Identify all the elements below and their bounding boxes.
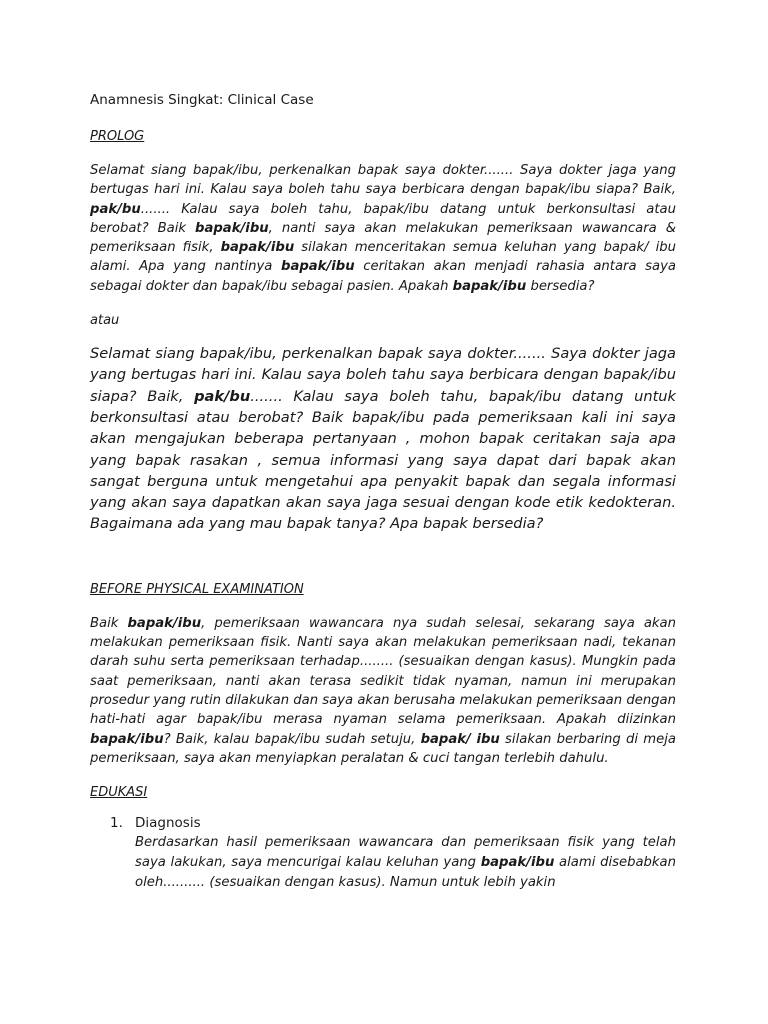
list-item-title: Diagnosis bbox=[135, 815, 201, 832]
list-item-number: 1. bbox=[110, 815, 123, 832]
prolog-paragraph-2: Selamat siang bapak/ibu, perkenalkan bapak saya dokter....... Saya dokter jaga yang bertugas hari ini. Kalau saya boleh tahu saya berbicara dengan bapak/ibu siapa? Baik, pak/bu....... Kalau saya boleh tahu, bapak/ibu datang untuk berkonsultasi atau berobat? Baik bapak/ibu pada pemeriksaan kali ini saya akan mengajukan beberapa pertanyaan , mohon bapak ceritakan saja apa yang bapak rasakan , semua informasi yang saya dapat dari bapak akan sangat berguna untuk mengetahui apa penyakit bapak dan segala informasi yang akan saya dapatkan akan saya jaga sesuai dengan kode etik kedokteran. Bagaimana ada yang mau bapak tanya? Apa bapak bersedia? bbox=[90, 345, 676, 533]
document-page bbox=[90, 92, 676, 893]
atau-label: atau bbox=[90, 313, 120, 329]
edukasi-heading: EDUKASI bbox=[90, 785, 148, 801]
prolog-paragraph-1: Selamat siang bapak/ibu, perkenalkan bapak saya dokter....... Saya dokter jaga yang bertugas hari ini. Kalau saya boleh tahu saya berbicara dengan bapak/ibu siapa? Baik, pak/bu....... Kalau saya boleh tahu, bapak/ibu datang untuk berkonsultasi atau berobat? Baik bapak/ibu, nanti saya akan melakukan pemeriksaan wawancara & pemeriksaan fisik, bapak/ibu silakan menceritakan semua keluhan yang bapak/ ibu alami. Apa yang nantinya bapak/ibu ceritakan akan menjadi rahasia antara saya sebagai dokter dan bapak/ibu sebagai pasien. Apakah bapak/ibu bersedia? bbox=[90, 163, 676, 294]
prolog-heading: PROLOG bbox=[90, 129, 145, 144]
document-title: Anamnesis Singkat: Clinical Case bbox=[90, 92, 314, 108]
before-physical-examination-paragraph: Baik bapak/ibu, pemeriksaan wawancara nya sudah selesai, sekarang saya akan melakukan pemeriksaan fisik. Nanti saya akan melakukan pemeriksaan nadi, tekanan darah suhu serta pemeriksaan terhadap........ (sesuaikan dengan kasus). Mungkin pada saat pemeriksaan, nanti akan terasa sedikit tidak nyaman, namun ini merupakan prosedur yang rutin dilakukan dan saya akan berusaha melakukan pemeriksaan dengan hati-hati agar bapak/ibu merasa nyaman selama pemeriksaan. Apakah diizinkan bapak/ibu? Baik, kalau bapak/ibu sudah setuju, bapak/ ibu silakan berbaring di meja pemeriksaan, saya akan menyiapkan peralatan & cuci tangan terlebih dahulu. bbox=[90, 615, 676, 766]
list-item-body: Berdasarkan hasil pemeriksaan wawancara dan pemeriksaan fisik yang telah saya lakukan, saya mencurigai kalau keluhan yang bapak/ibu alami disebabkan oleh.......... (sesuaikan dengan kasus). Namun untuk lebih yakin bbox=[135, 835, 676, 891]
list-item bbox=[90, 814, 676, 893]
before-physical-examination-heading: BEFORE PHYSICAL EXAMINATION bbox=[90, 581, 304, 597]
edukasi-list bbox=[90, 814, 676, 893]
